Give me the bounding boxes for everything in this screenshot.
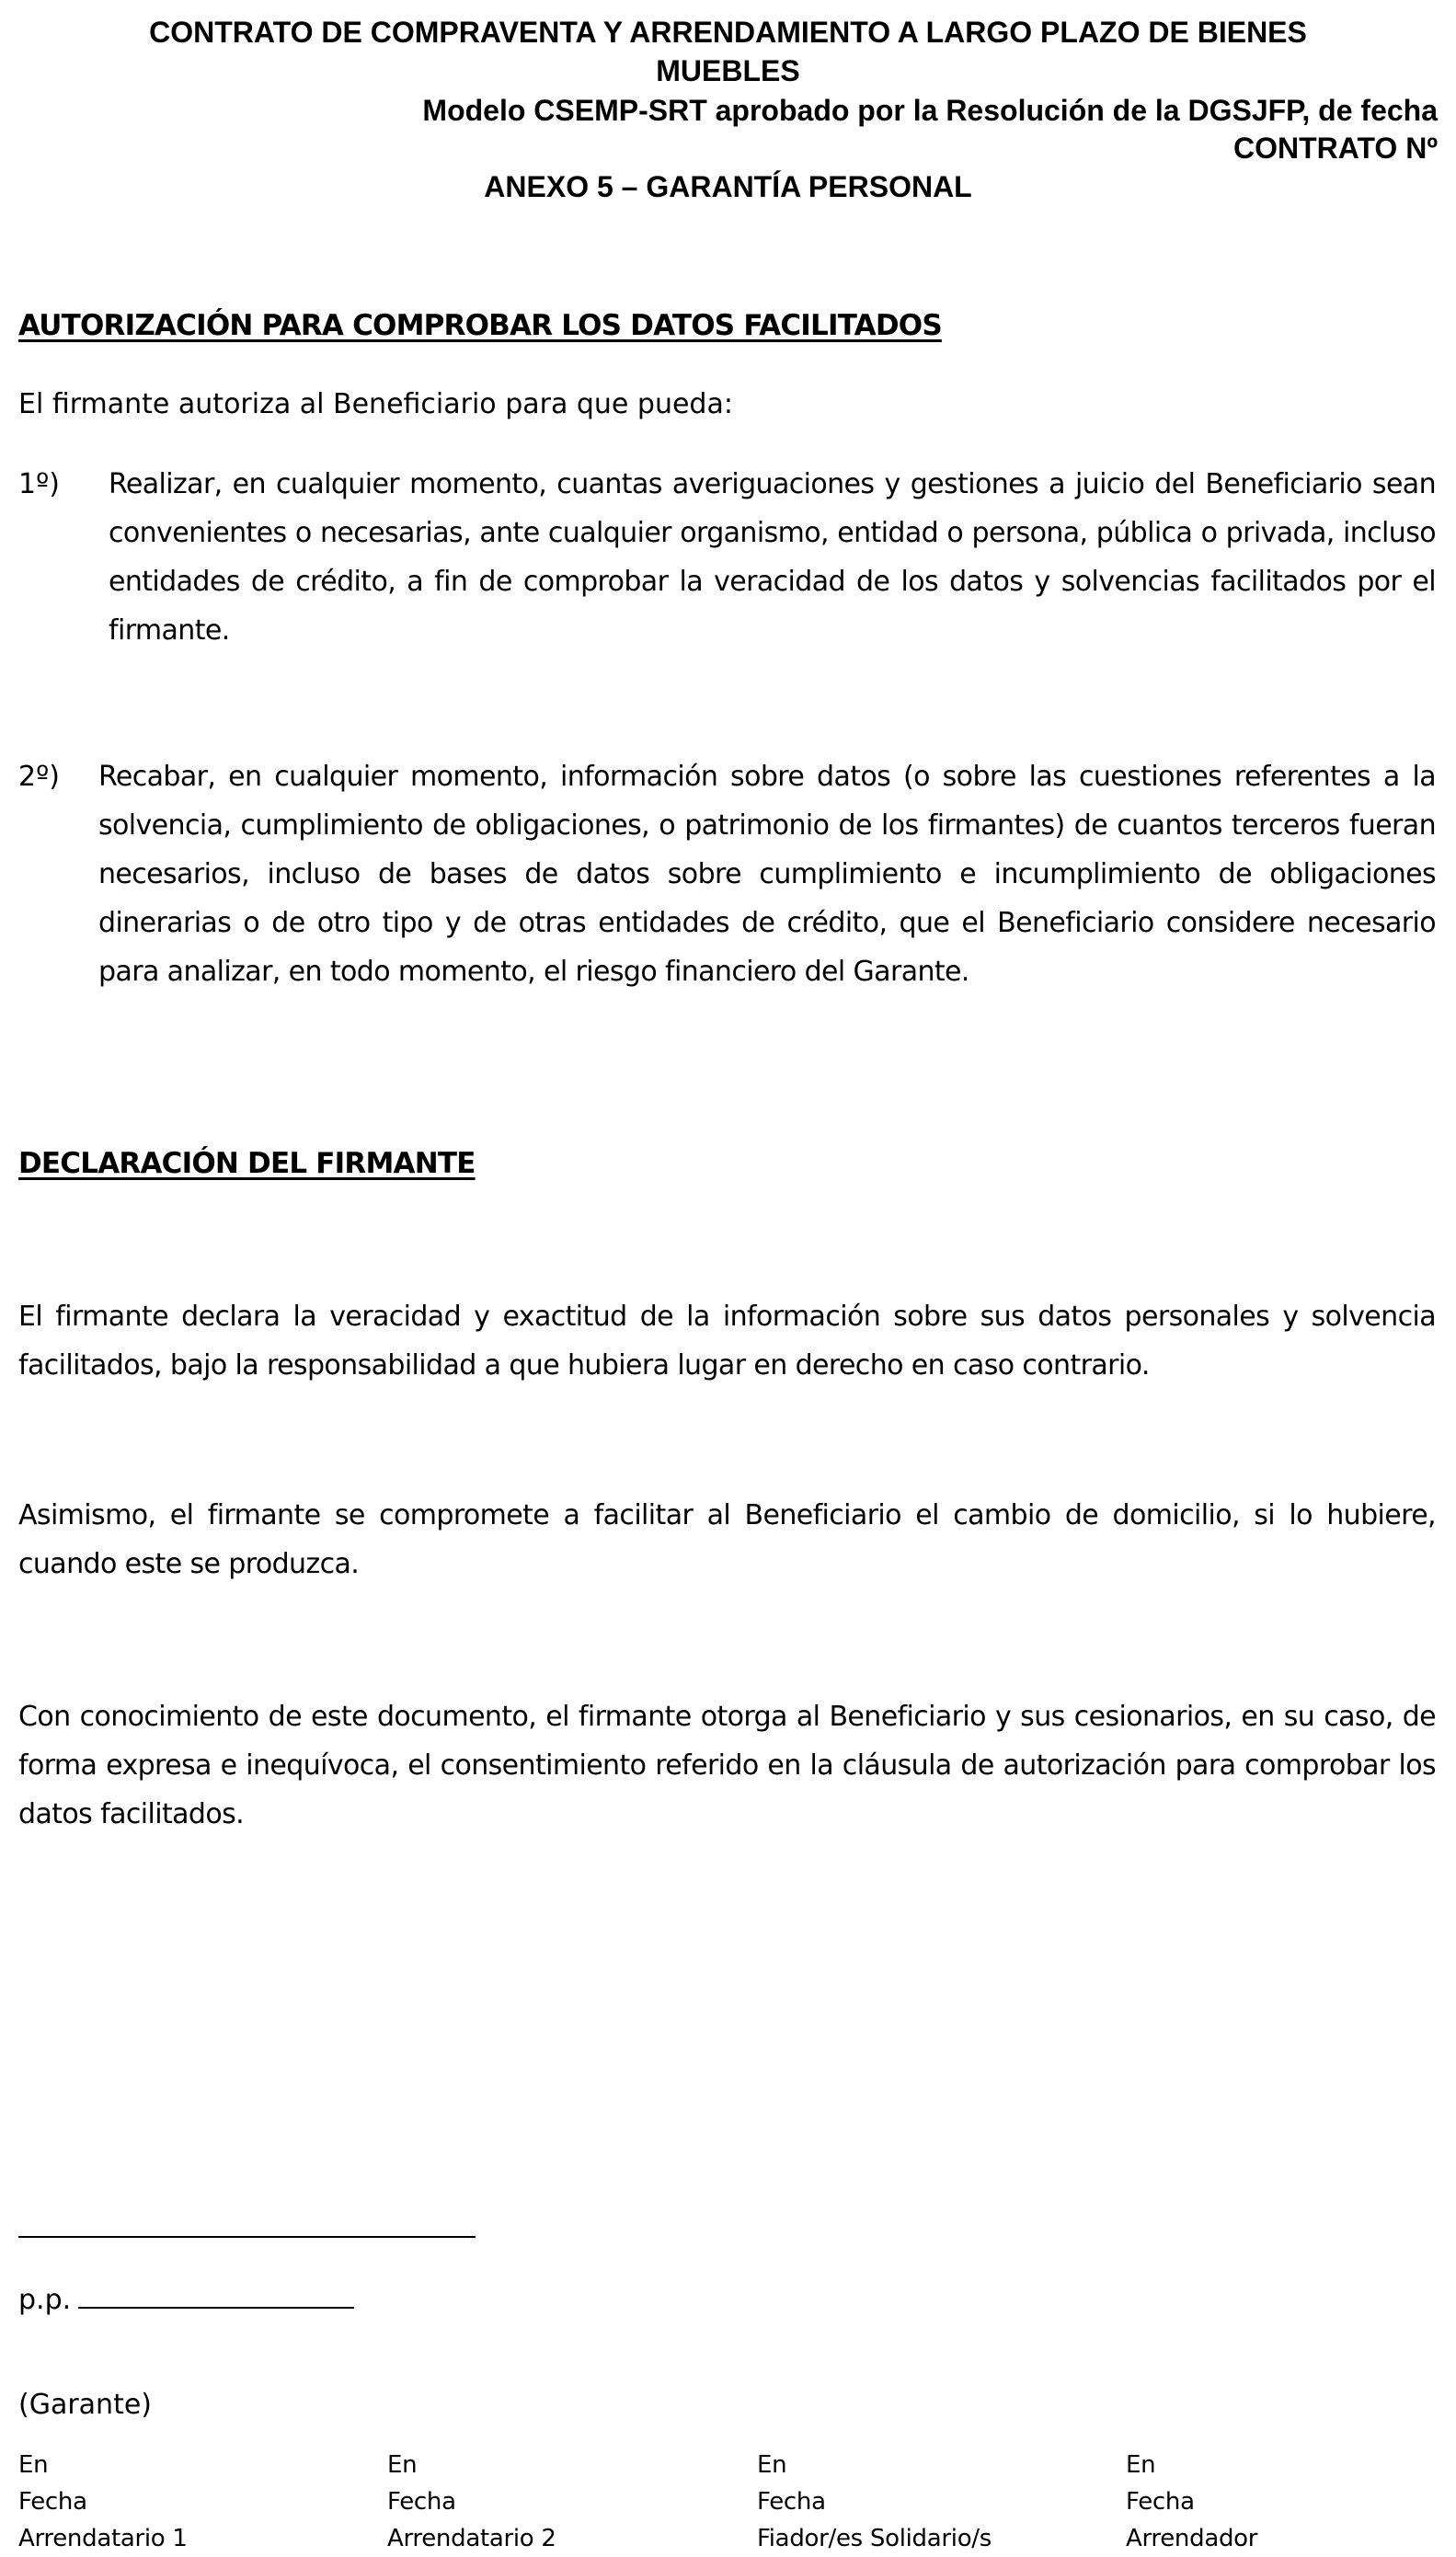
item-1-number: 1º) — [18, 468, 60, 500]
pp-signature-line — [78, 2281, 354, 2309]
contract-number: CONTRATO Nº — [1232, 132, 1438, 165]
item-1-text: Realizar, en cualquier momento, cuantas averiguaciones y gestiones a juicio del Beneficiario sean convenientes o necesarias, ante cualquier organismo, entidad o persona, pública o privada, incluso entidades de crédito, a fin de comprobar la veracidad de los datos y solvencias facilitados por el firmante. — [109, 468, 1436, 647]
item-2-number: 2º) — [18, 761, 60, 793]
footer-fecha-label: Fecha — [1126, 2488, 1195, 2516]
declaration-paragraph-1: El firmante declara la veracidad y exactitud de la información sobre sus datos personales y solvencia facilitados, bajo la responsabilidad a que hubiera lugar en derecho en caso contrario. — [18, 1301, 1436, 1382]
contract-title-line2: MUEBLES — [656, 54, 800, 87]
footer-party-label: Fiador/es Solidario/s — [757, 2525, 992, 2552]
item-2-text: Recabar, en cualquier momento, información sobre datos (o sobre las cuestiones referentes a la solvencia, cumplimiento de obligaciones, o patrimonio de los firmantes) de cuantos terceros fueran necesarios, incluso de bases de datos sobre cumplimiento e incumplimiento de obligaciones dinerarias o de otro tipo y de otras entidades de crédito, que el Beneficiario considere necesario para analizar, en todo momento, el riesgo financiero del Garante. — [98, 761, 1436, 988]
signature-line — [18, 2236, 476, 2238]
footer-party-label: Arrendatario 2 — [387, 2525, 556, 2552]
pp-label: p.p. — [18, 2284, 72, 2316]
footer-party-label: Arrendador — [1126, 2525, 1258, 2552]
footer-party-label: Arrendatario 1 — [18, 2525, 188, 2552]
declaration-paragraph-2: Asimismo, el firmante se compromete a facilitar al Beneficiario el cambio de domicilio, si lo hubiere, cuando este se produzca. — [18, 1499, 1436, 1580]
footer-column-arrendatario-1 — [18, 2447, 368, 2557]
footer-fecha-label: Fecha — [18, 2488, 87, 2516]
footer-en-label: En — [1126, 2451, 1156, 2479]
footer-en-label: En — [757, 2451, 787, 2479]
model-line: Modelo CSEMP-SRT aprobado por la Resolución de la DGSJFP, de fecha — [422, 94, 1438, 127]
footer-column-arrendatario-2 — [387, 2447, 737, 2557]
footer-fecha-label: Fecha — [387, 2488, 456, 2516]
guarantor-label: (Garante) — [18, 2389, 152, 2421]
pp-signature-field — [18, 2281, 354, 2319]
declaration-heading: DECLARACIÓN DEL FIRMANTE — [18, 1147, 476, 1180]
annex-title: ANEXO 5 – GARANTÍA PERSONAL — [484, 170, 972, 203]
declaration-paragraph-3: Con conocimiento de este documento, el firmante otorga al Beneficiario y sus cesionarios, en su caso, de forma expresa e inequívoca, el consentimiento referido en la cláusula de autorización para comprobar los datos facilitados. — [18, 1701, 1436, 1830]
contract-title-line1: CONTRATO DE COMPRAVENTA Y ARRENDAMIENTO A LARGO PLAZO DE BIENES — [149, 16, 1307, 49]
footer-en-label: En — [18, 2451, 49, 2479]
footer-fecha-label: Fecha — [757, 2488, 826, 2516]
footer-column-arrendador — [1126, 2447, 1456, 2557]
authorization-heading: AUTORIZACIÓN PARA COMPROBAR LOS DATOS FACILITADOS — [18, 309, 942, 342]
footer-column-fiador — [757, 2447, 1106, 2557]
authorization-intro: El firmante autoriza al Beneficiario para que pueda: — [18, 388, 733, 420]
footer-en-label: En — [387, 2451, 418, 2479]
